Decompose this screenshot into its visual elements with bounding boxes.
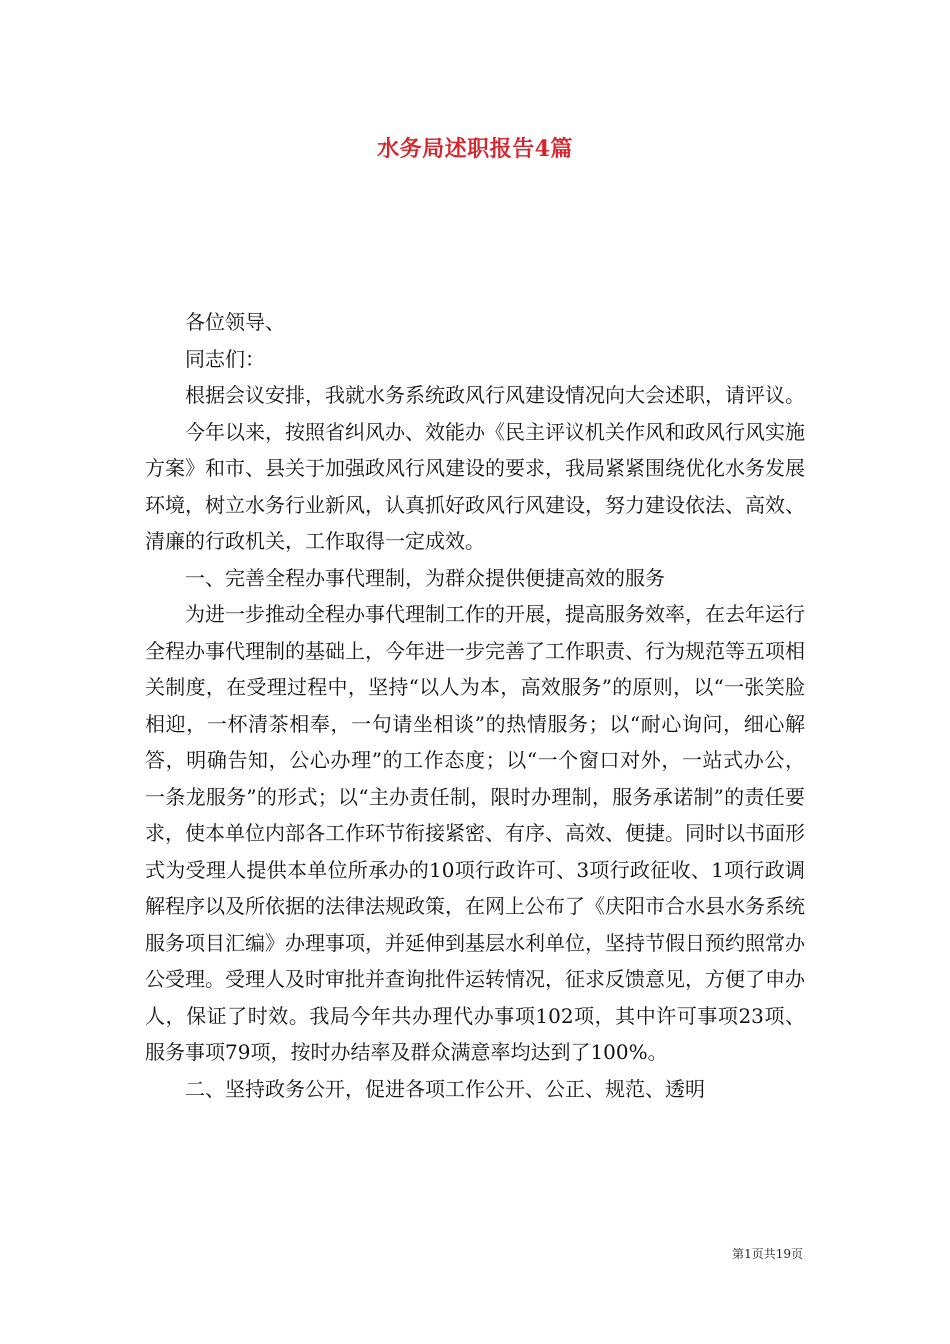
salutation-line-1: 各位领导、	[185, 310, 285, 334]
paragraph-overview: 今年以来，按照省纠风办、效能办《民主评议机关作风和政风行风实施方案》和市、县关于加强政风行风建设的要求，我局紧紧围绕优化水务发展环境，树立水务行业新风，认真抓好政风行风建设，努力建设依法、高效、清廉的行政机关，工作取得一定成效。	[145, 419, 805, 553]
document-body	[145, 304, 805, 1107]
section-heading-1: 一、完善全程办事代理制，为群众提供便捷高效的服务	[185, 565, 665, 590]
paragraph-intro: 根据会议安排，我就水务系统政风行风建设情况向大会述职，请评议。	[185, 383, 805, 407]
section-heading-2: 二、坚持政务公开，促进各项工作公开、公正、规范、透明	[185, 1076, 705, 1101]
paragraph-section-1: 为进一步推动全程办事代理制工作的开展，提高服务效率，在去年运行全程办事代理制的基础上，今年进一步完善了工作职责、行为规范等五项相关制度，在受理过程中，坚持“以人为本，高效服务”的原则，以“一张笑脸相迎，一杯清茶相奉，一句请坐相谈”的热情服务；以“耐心询问，细心解答，明确告知，公心办理”的工作态度；以“一个窗口对外，一站式办公，一条龙服务”的形式；以“主办责任制，限时办理制，服务承诺制”的责任要求，使本单位内部各工作环节衔接紧密、有序、高效、便捷。同时以书面形式为受理人提供本单位所承办的10项行政许可、3项行政征收、1项行政调解程序以及所依据的法律法规政策，在网上公布了《庆阳市合水县水务系统服务项目汇编》办理事项，并延伸到基层水利单位，坚持节假日预约照常办公受理。受理人及时审批并查询批件运转情况，征求反馈意见，方便了申办人，保证了时效。我局今年共办理代办事项102项，其中许可事项23项、服务事项79项，按时办结率及群众满意率均达到了100%。	[145, 602, 805, 1064]
salutation-line-2: 同志们：	[185, 346, 265, 371]
page-number: 第1页共19页	[732, 1247, 803, 1261]
document-title: 水务局述职报告4篇	[377, 136, 573, 162]
